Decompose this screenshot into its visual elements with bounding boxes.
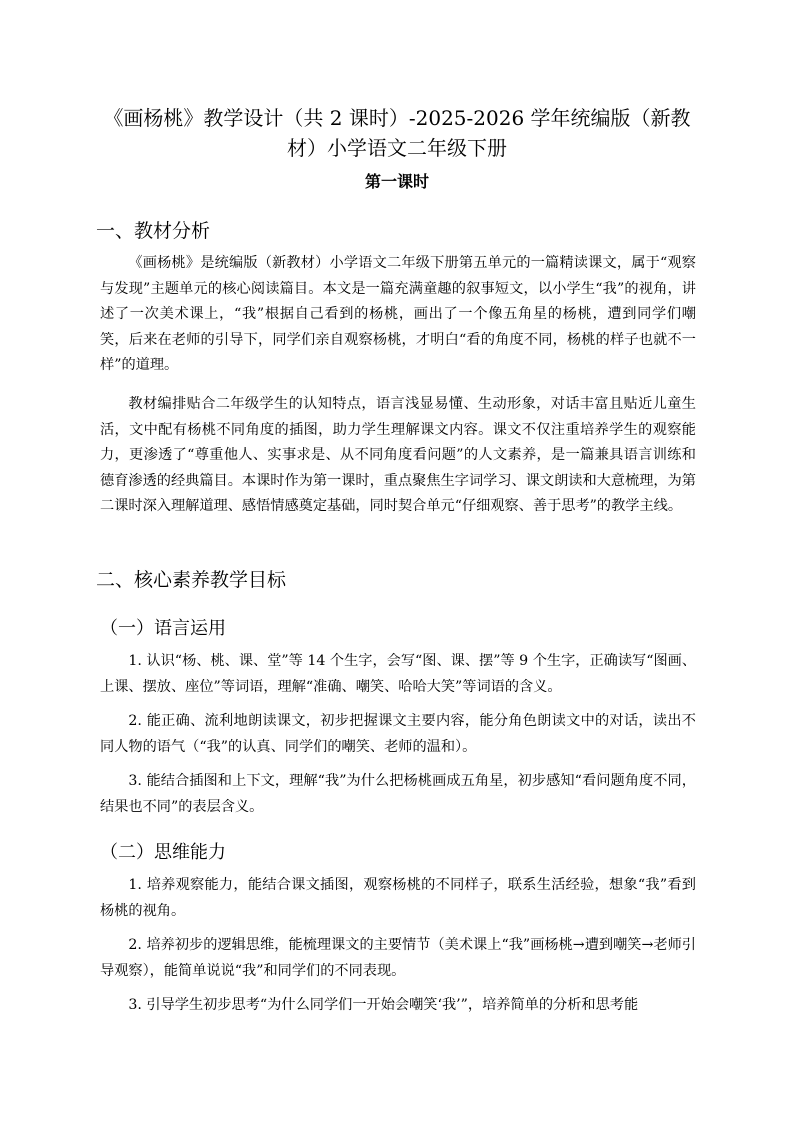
analysis-paragraph-1: 《画杨桃》是统编版（新教材）小学语文二年级下册第五单元的一篇精读课文，属于“观察与发现”主题单元的核心阅读篇目。本文是一篇充满童趣的叙事短文，以小学生“我”的视角，讲述了一次美术课上，“我”根据自己看到的杨桃，画出了一个像五角星的杨桃，遭到同学们嘲笑，后来在老师的引导下，同学们亲自观察杨桃，才明白“看的角度不同，杨桃的样子也就不一样”的道理。 (100, 255, 696, 373)
subsection-heading-thinking: （二）思维能力 (100, 842, 226, 863)
thinking-goal-3: 3. 引导学生初步思考“为什么同学们一开始会嘲笑‘我’”，培养简单的分析和思考能 (128, 997, 639, 1013)
section-heading-analysis: 一、教材分析 (96, 220, 211, 242)
thinking-goal-2: 2. 培养初步的逻辑思维，能梳理课文的主要情节（美术课上“我”画杨桃→遭到嘲笑→老师引导观察），能简单说说“我”和同学们的不同表现。 (100, 937, 696, 979)
thinking-goal-1: 1. 培养观察能力，能结合课文插图，观察杨桃的不同样子，联系生活经验，想象“我”看到杨桃的视角。 (100, 877, 696, 919)
analysis-paragraph-2: 教材编排贴合二年级学生的认知特点，语言浅显易懂、生动形象，对话丰富且贴近儿童生活，文中配有杨桃不同角度的插图，助力学生理解课文内容。课文不仅注重培养学生的观察能力，更渗透了“尊重他人、实事求是、从不同角度看问题”的人文素养，是一篇兼具语言训练和德育渗透的经典篇目。本课时作为第一课时，重点聚焦生字词学习、课文朗读和大意梳理，为第二课时深入理解道理、感悟情感奠定基础，同时契合单元“仔细观察、善于思考”的教学主线。 (100, 396, 696, 514)
language-goal-3: 3. 能结合插图和上下文，理解“我”为什么把杨桃画成五角星，初步感知“看问题角度不同，结果也不同”的表层含义。 (100, 773, 696, 815)
language-goal-1: 1. 认识“杨、桃、课、堂”等 14 个生字，会写“图、课、摆”等 9 个生字，正确读写“图画、上课、摆放、座位”等词语，理解“准确、嘲笑、哈哈大笑”等词语的含义。 (100, 653, 697, 695)
document-title: 《画杨桃》教学设计（共 2 课时）-2025-2026 学年统编版（新教材）小学语文二年级下册 (103, 106, 691, 160)
section-heading-goals: 二、核心素养教学目标 (96, 569, 287, 591)
subsection-heading-language: （一）语言运用 (100, 618, 226, 639)
lesson-subtitle: 第一课时 (364, 172, 429, 191)
language-goal-2: 2. 能正确、流利地朗读课文，初步把握课文主要内容，能分角色朗读文中的对话，读出不同人物的语气（“我”的认真、同学们的嘲笑、老师的温和）。 (100, 713, 696, 755)
